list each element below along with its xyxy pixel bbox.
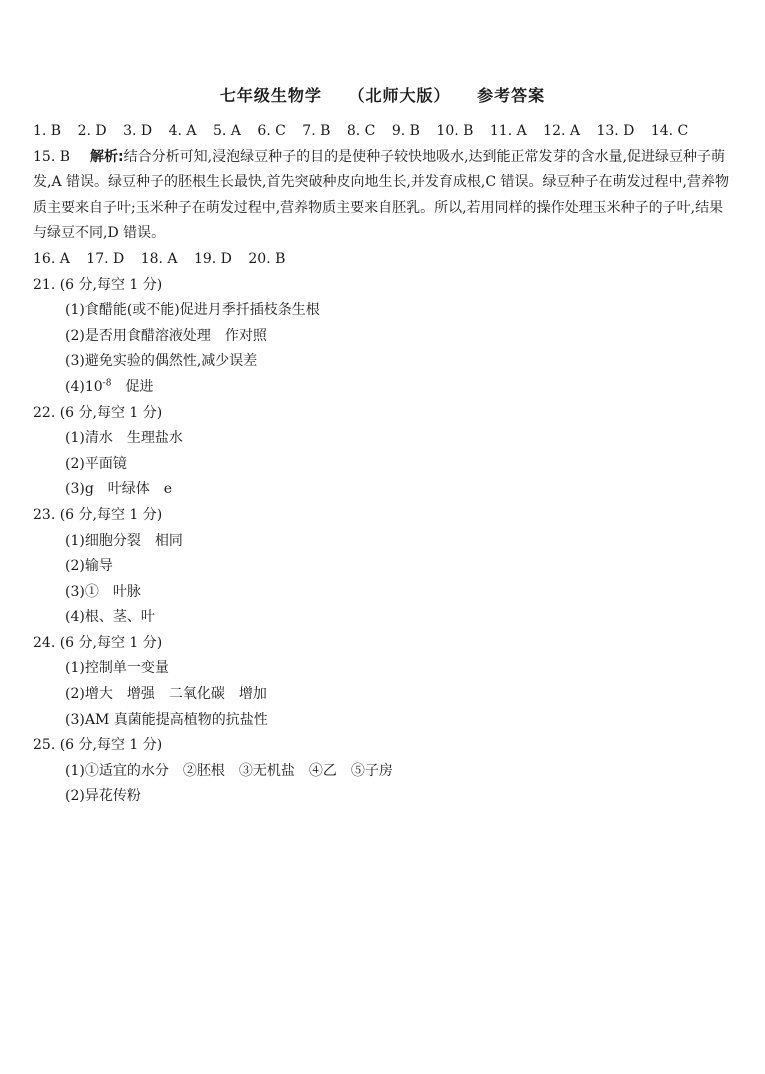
answer-4-exponent: -8 <box>102 378 112 389</box>
answer-4: 4. A <box>168 123 197 139</box>
question-25-header: 25. (6 分,每空 1 分) <box>33 737 163 754</box>
answer-11: 11. A <box>489 123 527 139</box>
title-answers: 参考答案 <box>477 86 546 105</box>
answer-14: 14. C <box>650 123 689 139</box>
explanation-text: 结合分析可知,浸泡绿豆种子的目的是使种子较快地吸水,达到能正常发芽的含水量,促进绿豆种子萌发,A 错误。绿豆种子的胚根生长最快,首先突破种皮向地生长,并发育成根,C 错误。绿豆种子在萌发过程中,营养物质主要来自子叶;玉米种子在萌发过程中,营养物质主要来自胚乳。所以,若用同样的操作处理玉米种子的子叶,结果与绿豆不同,D 错误。 <box>33 148 729 242</box>
question-22-answer-2: (2)平面镜 <box>65 455 127 472</box>
answer-3: 3. D <box>123 123 153 139</box>
explanation-label: 解析: <box>90 148 124 165</box>
answer-19: 19. D <box>193 250 232 267</box>
question-23-answer-4: (4)根、茎、叶 <box>65 609 155 626</box>
question-23-answer-2: (2)输导 <box>65 558 113 575</box>
answer-8: 8. C <box>346 123 376 139</box>
page-title <box>0 83 765 106</box>
mc-answers-row-2 <box>33 247 733 273</box>
answer-12: 12. A <box>543 123 580 139</box>
question-21-answer-1: (1)食醋能(或不能)促进月季扦插枝条生根 <box>65 302 320 319</box>
answer-18: 18. A <box>140 250 178 267</box>
question-24-answer-2: (2)增大 增强 二氧化碳 增加 <box>65 686 267 703</box>
answer-15: 15. B <box>33 148 71 165</box>
question-25-answer-2: (2)异花传粉 <box>65 788 141 805</box>
question-23-answer-3: (3)① 叶脉 <box>65 583 141 600</box>
answer-20: 20. B <box>248 250 286 267</box>
title-subject: 七年级生物学 <box>219 86 322 105</box>
question-24-answer-3: (3)AM 真菌能提高植物的抗盐性 <box>65 711 268 728</box>
answer-9: 9. B <box>391 123 420 139</box>
question-21-answer-3: (3)避免实验的偶然性,减少误差 <box>65 353 258 370</box>
question-21-answer-2: (2)是否用食醋溶液处理 作对照 <box>65 327 267 344</box>
question-24-answer-1: (1)控制单一变量 <box>65 660 169 677</box>
answer-7: 7. B <box>302 123 331 139</box>
question-23-answer-1: (1)细胞分裂 相同 <box>65 532 183 549</box>
answer-6: 6. C <box>257 123 286 139</box>
answer-13: 13. D <box>596 123 635 139</box>
mc-answers-row-1 <box>33 119 733 145</box>
answer-4-base: (4)10 <box>65 378 103 395</box>
question-25-answer-1: (1)①适宜的水分 ②胚根 ③无机盐 ④乙 ⑤子房 <box>65 762 393 779</box>
answer-4-effect: 促进 <box>111 378 154 395</box>
answer-2: 2. D <box>77 123 107 139</box>
answer-1: 1. B <box>33 123 62 139</box>
question-21-answer-4 <box>33 375 733 401</box>
answer-17: 17. D <box>86 250 125 267</box>
question-21-header: 21. (6 分,每空 1 分) <box>33 276 163 293</box>
question-23-header: 23. (6 分,每空 1 分) <box>33 506 163 523</box>
answer-10: 10. B <box>436 123 474 139</box>
question-22-answer-3: (3)g 叶绿体 e <box>65 481 173 498</box>
answer-content <box>33 119 733 810</box>
question-22-answer-1: (1)清水 生理盐水 <box>65 430 183 447</box>
question-24-header: 24. (6 分,每空 1 分) <box>33 634 163 651</box>
question-22-header: 22. (6 分,每空 1 分) <box>33 404 163 421</box>
title-edition: （北师大版） <box>348 86 451 105</box>
answer-16: 16. A <box>33 250 70 267</box>
question-15-explanation <box>33 145 733 247</box>
answer-5: 5. A <box>212 123 241 139</box>
